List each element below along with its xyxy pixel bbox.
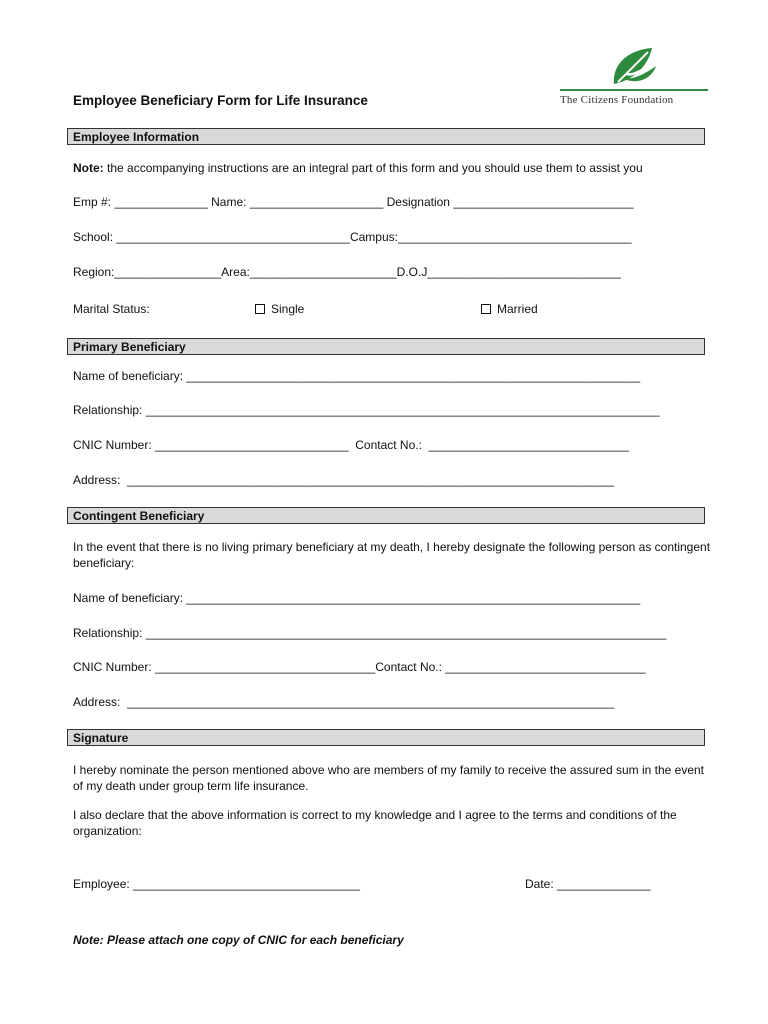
leaf-icon (608, 44, 660, 88)
section-header-signature: Signature (67, 729, 705, 746)
married-checkbox[interactable] (481, 304, 491, 314)
section-header-contingent-beneficiary: Contingent Beneficiary (67, 507, 705, 524)
marital-status-label: Marital Status: (73, 302, 150, 316)
school-campus-field[interactable]: School: ___________________________________Campus:___________________________________ (73, 230, 632, 244)
nomination-statement: I hereby nominate the person mentioned above who are members of my family to receive the assured sum in the event of my death under group term life insurance. (73, 763, 704, 793)
primary-address-field[interactable]: Address: _________________________________________________________________________ (73, 473, 615, 487)
section-header-employee-information: Employee Information (67, 128, 705, 145)
primary-relationship-field[interactable]: Relationship: _____________________________________________________________________________ (73, 403, 660, 417)
instructions-note (73, 160, 643, 176)
single-option[interactable] (255, 301, 304, 317)
region-area-doj-field[interactable]: Region:________________Area:______________________D.O.J_____________________________ (73, 265, 621, 279)
section-header-primary-beneficiary: Primary Beneficiary (67, 338, 705, 355)
single-label: Single (271, 302, 305, 316)
married-label: Married (497, 302, 538, 316)
form-title: Employee Beneficiary Form for Life Insurance (73, 93, 368, 108)
date-field[interactable]: Date: ______________ (525, 877, 651, 891)
logo-divider (560, 89, 708, 91)
organization-name: The Citizens Foundation (560, 94, 674, 106)
declaration-statement: I also declare that the above information is correct to my knowledge and I agree to the terms and conditions of the organization: (73, 808, 677, 838)
contingent-address-field[interactable]: Address: _________________________________________________________________________ (73, 695, 615, 709)
primary-cnic-contact-field[interactable]: CNIC Number: _____________________________ Contact No.: ______________________________ (73, 438, 629, 452)
contingent-relationship-field[interactable]: Relationship: ______________________________________________________________________________ (73, 626, 667, 640)
contingent-intro: In the event that there is no living primary beneficiary at my death, I hereby designate the following person as contingent beneficiary: (73, 540, 711, 570)
single-checkbox[interactable] (255, 304, 265, 314)
attach-cnic-note: Note: Please attach one copy of CNIC for each beneficiary (73, 933, 404, 947)
married-option[interactable] (481, 301, 538, 317)
contingent-cnic-contact-field[interactable]: CNIC Number: _________________________________Contact No.: ______________________________ (73, 660, 646, 674)
contingent-name-field[interactable]: Name of beneficiary: ____________________________________________________________________ (73, 591, 641, 605)
employee-signature-field[interactable]: Employee: __________________________________ (73, 877, 360, 891)
primary-name-field[interactable]: Name of beneficiary: ____________________________________________________________________ (73, 369, 641, 383)
note-label: Note: (73, 161, 104, 175)
organization-logo (560, 44, 710, 110)
emp-name-designation-field[interactable]: Emp #: ______________ Name: ____________________ Designation ___________________________ (73, 195, 634, 209)
note-text: the accompanying instructions are an integral part of this form and you should use them to assist you (103, 161, 643, 175)
